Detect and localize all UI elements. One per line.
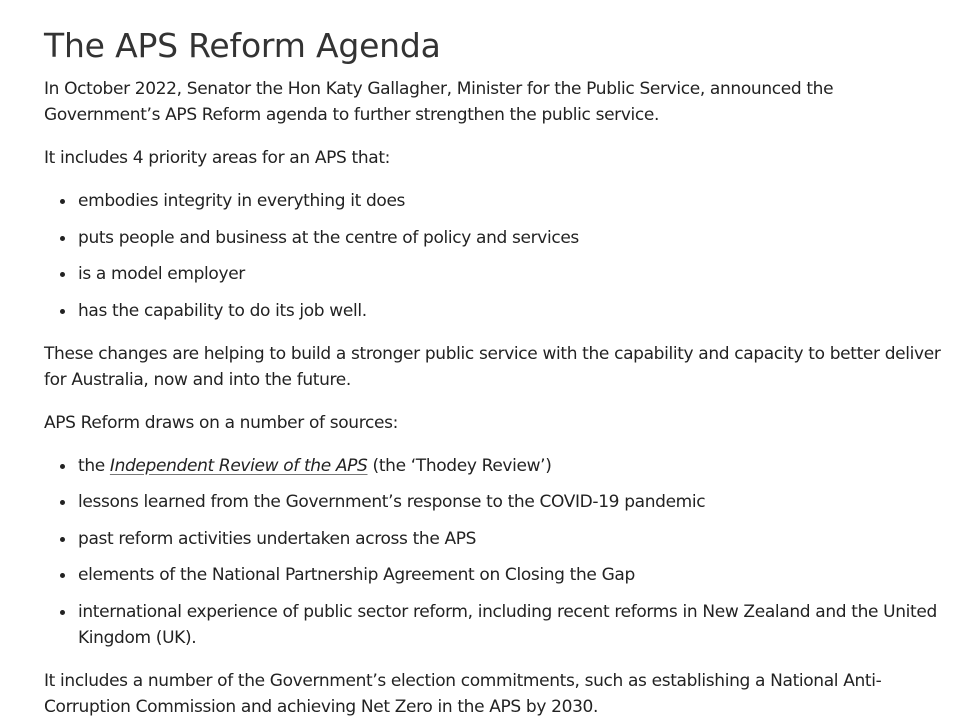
- source-prefix: the: [78, 455, 110, 476]
- list-item: elements of the National Partnership Agreement on Closing the Gap: [44, 562, 921, 588]
- source-suffix: (the ‘Thodey Review’): [367, 455, 552, 476]
- priority-areas-list: [44, 188, 921, 324]
- independent-review-link[interactable]: Independent Review of the APS: [109, 455, 368, 476]
- list-item: puts people and business at the centre of policy and services: [44, 225, 921, 251]
- changes-paragraph: These changes are helping to build a stronger public service with the capability and capacity to better deliver for Australia, now and into the future.: [44, 343, 941, 390]
- page-title: The APS Reform Agenda: [44, 26, 441, 65]
- list-item: embodies integrity in everything it does: [44, 188, 921, 214]
- sources-intro-paragraph: APS Reform draws on a number of sources:: [44, 412, 398, 433]
- priority-intro-paragraph: It includes 4 priority areas for an APS that:: [44, 148, 391, 168]
- commitments-paragraph: It includes a number of the Government’s election commitments, such as establishing a National Anti-Corruption Commission and achieving Net Zero in the APS by 2030.: [44, 670, 882, 717]
- list-item: past reform activities undertaken across the APS: [44, 526, 921, 552]
- list-item: has the capability to do its job well.: [44, 298, 921, 324]
- list-item: is a model employer: [44, 261, 921, 287]
- list-item: [44, 453, 921, 479]
- intro-paragraph: In October 2022, Senator the Hon Katy Gallagher, Minister for the Public Service, announced the Government’s APS Reform agenda to further strengthen the public service.: [44, 79, 834, 125]
- list-item: international experience of public sector reform, including recent reforms in New Zealand and the United Kingdom (UK).: [44, 599, 938, 651]
- list-item: lessons learned from the Government’s response to the COVID-19 pandemic: [44, 489, 921, 515]
- sources-list: [44, 453, 937, 651]
